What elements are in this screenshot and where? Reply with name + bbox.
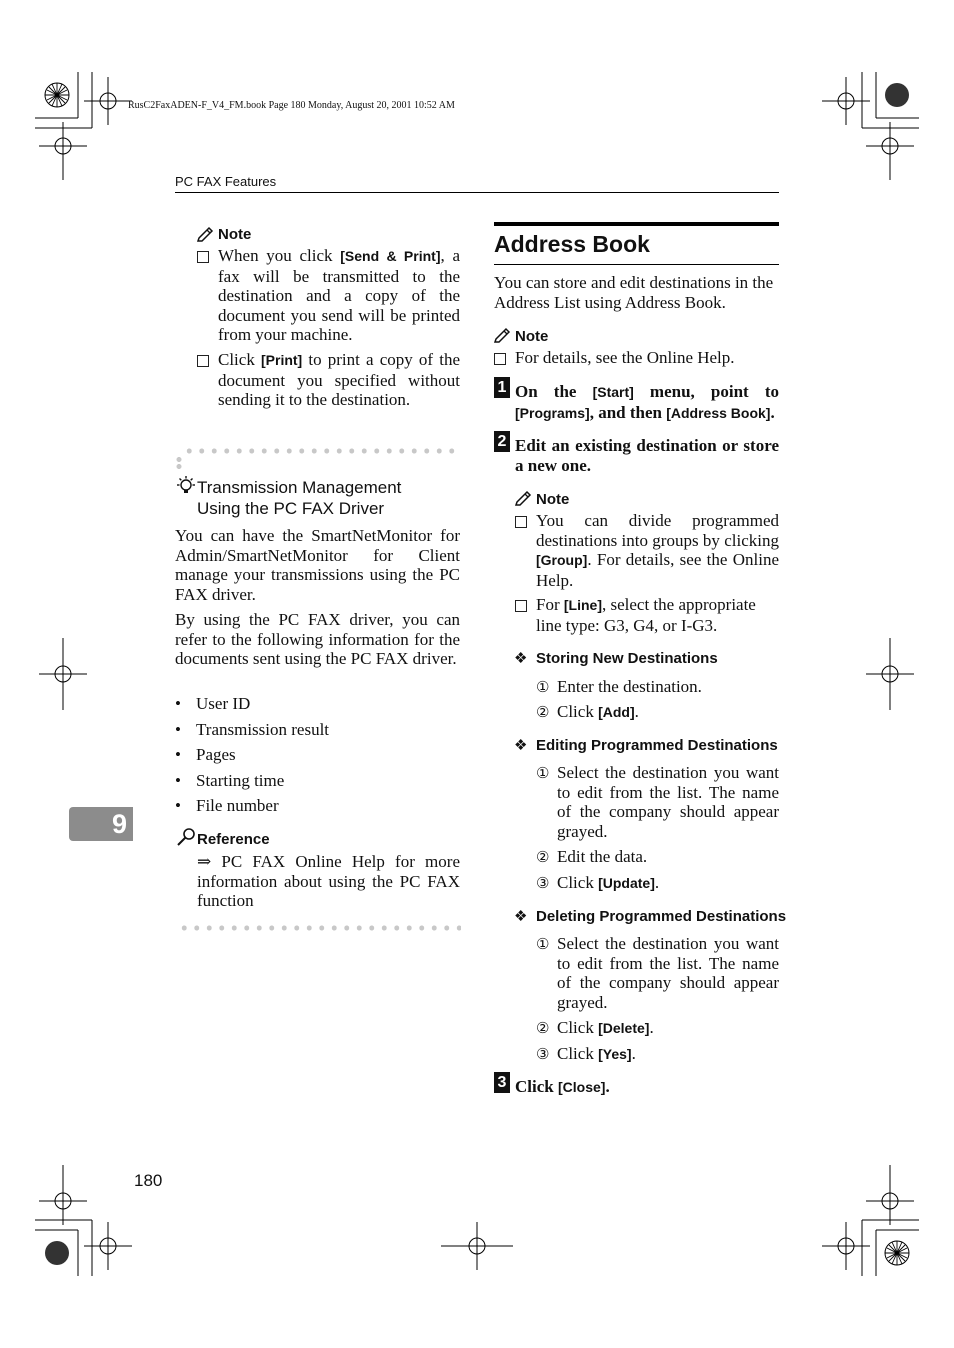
step-number-2: 2 — [494, 431, 510, 452]
bullet-list — [175, 694, 329, 822]
checkbox-square-icon — [515, 598, 535, 618]
dotted-divider — [178, 925, 461, 931]
note-heading: Note — [536, 491, 570, 508]
substep-text: Click [Update]. — [557, 873, 660, 892]
section-heading: Editing Programmed Destinations — [536, 737, 778, 754]
circled-number-2: ② — [536, 850, 550, 866]
chapter-number: 9 — [111, 809, 127, 839]
step-1-text: On the [Start] menu, point to [Programs], and then [Address Book]. — [515, 382, 779, 422]
reference-text: ⇒ PC FAX Online Help for more information about using the PC FAX function — [197, 852, 460, 911]
substep-text: Click [Delete]. — [557, 1018, 654, 1037]
ui-label-send-print: [Send & Print] — [340, 248, 441, 264]
diamond-bullet-icon: ❖ — [514, 738, 528, 754]
reference-heading: Reference — [197, 831, 270, 848]
note-heading: Note — [218, 226, 252, 243]
chapter-tab — [69, 807, 133, 841]
note-item: When you click [Send & Print], a fax will be transmitted to the destination and a copy of the document you send will be printed from your machine. — [197, 246, 460, 345]
checkbox-square-icon — [197, 249, 217, 269]
circled-number-1: ① — [536, 937, 550, 953]
step-number-3: 3 — [494, 1072, 510, 1093]
list-item: • Transmission result — [175, 719, 330, 739]
section-heading: Storing New Destinations — [536, 650, 718, 667]
title-rule-bottom — [494, 264, 779, 265]
circled-number-1: ① — [536, 680, 550, 696]
dotted-divider — [183, 448, 461, 454]
step-3-text: Click [Close]. — [515, 1077, 610, 1096]
lightbulb-icon — [175, 475, 197, 497]
page-number: 180 — [134, 1171, 163, 1190]
pencil-icon — [494, 325, 512, 343]
title-rule-top — [494, 222, 779, 226]
note-item: For details, see the Online Help. — [494, 348, 779, 368]
diamond-bullet-icon: ❖ — [514, 651, 528, 667]
pencil-icon — [197, 224, 215, 242]
note-item: For [Line], select the appropriate line type: G3, G4, or I-G3. — [515, 595, 779, 635]
header-rule — [175, 192, 779, 193]
substep-text: Select the destination you want to edit from the list. The name of the company should appear grayed. — [557, 763, 779, 841]
step-number-1: 1 — [494, 377, 510, 398]
tip-heading: Transmission Management Using the PC FAX Driver — [197, 478, 402, 518]
substep-text: Enter the destination. — [557, 677, 702, 696]
substep-text: Click [Add]. — [557, 702, 639, 721]
circled-number-1: ① — [536, 766, 550, 782]
list-item: • File number — [175, 796, 279, 815]
running-header: PC FAX Features — [175, 174, 277, 189]
step-2-text: Edit an existing destination or store a new one. — [515, 436, 779, 475]
tip-paragraph: By using the PC FAX driver, you can refer to the following information for the documents sent using the PC FAX driver. — [175, 610, 460, 669]
circled-number-2: ② — [536, 1021, 550, 1037]
circled-number-3: ③ — [536, 876, 550, 892]
intro-paragraph: You can store and edit destinations in the Address List using Address Book. — [494, 273, 774, 312]
checkbox-square-icon — [197, 353, 217, 373]
note-item: Click [Print] to print a copy of the document you specified without sending it to the destination. — [197, 350, 460, 410]
note-item: You can divide programmed destinations into groups by clicking [Group]. For details, see the Online Help. — [515, 511, 779, 590]
file-header: RusC2FaxADEN-F_V4_FM.book Page 180 Monday, August 20, 2001 10:52 AM — [128, 100, 455, 111]
pencil-icon — [515, 488, 533, 506]
diamond-bullet-icon: ❖ — [514, 909, 528, 925]
dotted-corner — [176, 456, 182, 470]
substep-text: Click [Yes]. — [557, 1044, 636, 1063]
list-item: • Pages — [175, 745, 236, 764]
note-heading: Note — [515, 328, 549, 345]
page-title: Address Book — [494, 231, 650, 257]
circled-number-3: ③ — [536, 1047, 550, 1063]
checkbox-square-icon — [515, 514, 535, 534]
substep-text: Edit the data. — [557, 847, 648, 866]
tip-paragraph: You can have the SmartNetMonitor for Admin/SmartNetMonitor for Client manage your transmissions using the PC FAX driver. — [175, 526, 460, 604]
magnifier-icon — [176, 827, 196, 847]
checkbox-square-icon — [494, 351, 514, 371]
substep-text: Select the destination you want to edit from the list. The name of the company should appear grayed. — [557, 934, 779, 1012]
circled-number-2: ② — [536, 705, 550, 721]
section-heading: Deleting Programmed Destinations — [536, 908, 787, 925]
list-item: • Starting time — [175, 770, 285, 790]
list-item: • User ID — [175, 694, 251, 713]
ui-label-print: [Print] — [261, 352, 303, 368]
